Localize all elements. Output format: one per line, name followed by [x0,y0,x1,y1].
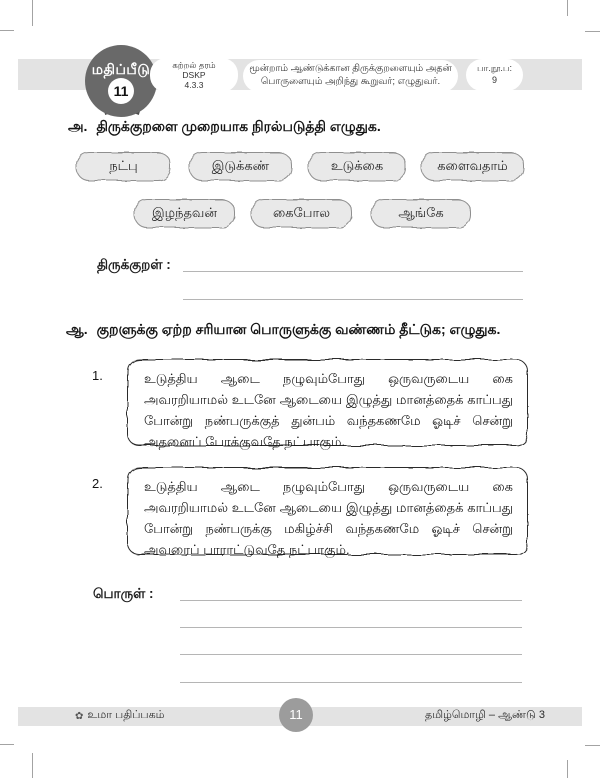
meaning-answer-label: பொருள் : [93,586,154,601]
page-ref-label: பா.நூ.ப: [476,63,513,74]
section-a-marker: அ. [68,118,88,134]
learning-standard-box [150,58,238,92]
word-chip [420,151,525,182]
crop-mark [567,0,568,16]
crop-mark [585,745,600,746]
crop-mark [32,753,33,778]
word-chip-label: ஆங்கே [398,205,444,220]
section-aa-heading [66,321,500,340]
section-a-heading [68,118,381,137]
answer-line[interactable] [180,682,522,683]
objective-line: மூன்றாம் ஆண்டுக்கான திருக்குறளையும் அதன் [249,63,452,75]
word-chip-label: கைபோல [272,205,331,220]
section-aa-instruction: குறளுக்கு ஏற்ற சரியான பொருளுக்கு வண்ணம் தீட்டுக; எழுதுக. [96,321,501,337]
crop-mark [585,31,600,32]
meaning-option-box-1[interactable] [125,357,530,448]
publisher-name: உமா பதிப்பகம் [87,709,165,721]
answer-line[interactable] [180,654,522,655]
crop-mark [32,0,33,26]
answer-line[interactable] [180,600,522,601]
meaning-option-text: உடுத்திய ஆடை நழுவும்போது ஒருவருடைய கை அவரறியாமல் உடனே ஆடையை இழுத்து மானத்தைக் காப்பது போன்று நண்பருக்குத் துன்பம் வந்தகணமே ஓடிச் சென்று அதனைப் போக்குவதே நட்பாகும். [144,371,513,449]
standard-line: கற்றல் தரம் [172,59,216,70]
answer-line[interactable] [180,627,522,628]
word-chip [250,198,353,229]
word-chip-label: நட்பு [109,158,138,173]
section-a-instruction: திருக்குறளை முறையாக நிரல்படுத்தி எழுதுக. [96,118,381,134]
objective-box [243,60,458,92]
page-ref-value: 9 [491,75,497,85]
page-number-badge: 11 [279,698,313,732]
section-aa-marker: ஆ. [66,321,88,337]
standard-line: DSKP [182,69,206,80]
book-title: தமிழ்மொழி – ஆண்டு 3 [425,709,545,721]
publisher [75,709,164,723]
objective-line: பொருளையும் அறிந்து கூறுவர்; எழுதுவர். [260,76,441,87]
item-number: 1. [92,368,103,383]
crop-mark [0,744,14,745]
item-number: 2. [92,476,103,491]
meaning-option-text: உடுத்திய ஆடை நழுவும்போது ஒருவருடைய கை அவரறியாமல் உடனே ஆடையை இழுத்து மானத்தைக் காப்பது போன்று நண்பருக்கு மகிழ்ச்சி வந்தகணமே ஓடிச் சென்று அவரைப் பாராட்டுவதே நட்பாகும். [144,479,513,557]
badge-number: 11 [108,78,134,104]
kural-answer-label: திருக்குறள் : [97,257,171,272]
word-chip [75,151,172,182]
badge-title: மதிப்பீடு [91,61,151,77]
word-chip [188,151,293,182]
answer-line[interactable] [183,271,523,272]
publisher-logo-icon: ✿ [75,710,84,722]
page-ref-box [466,59,523,91]
answer-line[interactable] [183,299,523,300]
word-chip-label: இடுக்கண் [211,158,270,173]
word-chip-label: இழந்தவன் [152,205,217,220]
word-chip [370,198,472,229]
crop-mark [567,760,568,778]
crop-mark [0,30,14,31]
word-chip [307,151,407,182]
assessment-badge [85,45,157,117]
word-chip-label: களைவதாம் [437,158,508,173]
word-chip-label: உடுக்கை [330,158,384,173]
word-chip [133,198,236,229]
meaning-option-box-2[interactable] [125,465,530,557]
standard-line: 4.3.3 [184,80,204,91]
